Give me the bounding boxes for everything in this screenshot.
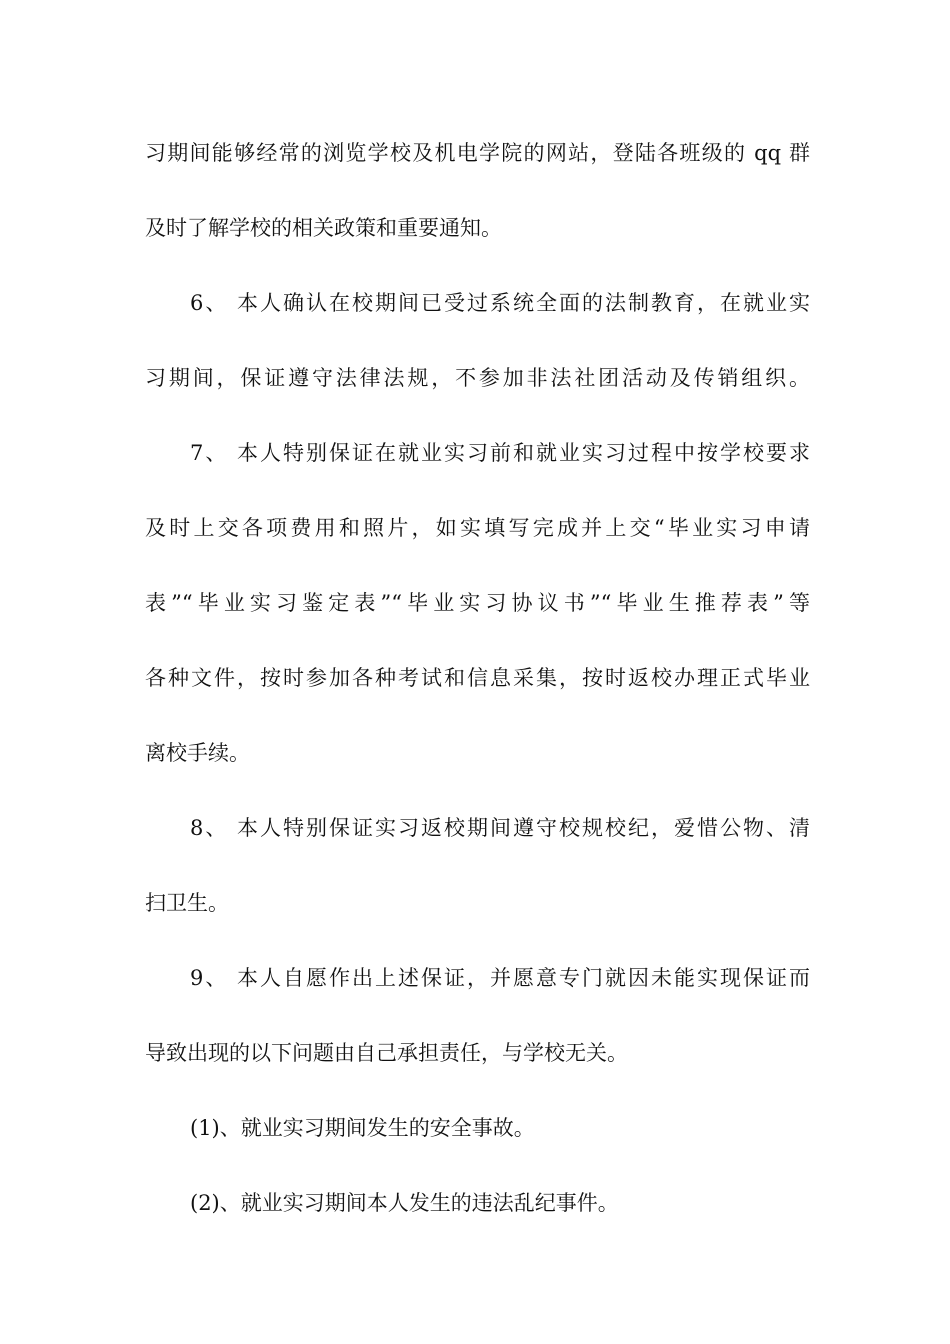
paragraph-line: 离校手续。 bbox=[145, 741, 250, 765]
paragraph-line: 8、 本人特别保证实习返校期间遵守校规校纪，爱惜公物、清 bbox=[190, 816, 810, 840]
paragraph-line: 6、 本人确认在校期间已受过系统全面的法制教育，在就业实 bbox=[190, 291, 810, 315]
paragraph-line: 习期间，保证遵守法律法规，不参加非法社团活动及传销组织。 bbox=[145, 366, 810, 390]
list-item-line: (1)、就业实习期间发生的安全事故。 bbox=[190, 1116, 535, 1140]
paragraph-line: 扫卫生。 bbox=[145, 891, 229, 915]
paragraph-line: 各种文件，按时参加各种考试和信息采集，按时返校办理正式毕业 bbox=[145, 666, 810, 690]
paragraph-line: 及时上交各项费用和照片，如实填写完成并上交“毕业实习申请 bbox=[145, 516, 810, 540]
list-item-line: (2)、就业实习期间本人发生的违法乱纪事件。 bbox=[190, 1191, 619, 1215]
paragraph-line: 7、 本人特别保证在就业实习前和就业实习过程中按学校要求 bbox=[190, 441, 810, 465]
paragraph-line: 及时了解学校的相关政策和重要通知。 bbox=[145, 216, 502, 240]
paragraph-line: 习期间能够经常的浏览学校及机电学院的网站，登陆各班级的 qq 群 bbox=[145, 141, 810, 165]
paragraph-line: 9、 本人自愿作出上述保证，并愿意专门就因未能实现保证而 bbox=[190, 966, 810, 990]
paragraph-line: 表”“毕业实习鉴定表”“毕业实习协议书”“毕业生推荐表”等 bbox=[145, 591, 810, 615]
paragraph-line: 导致出现的以下问题由自己承担责任，与学校无关。 bbox=[145, 1041, 628, 1065]
